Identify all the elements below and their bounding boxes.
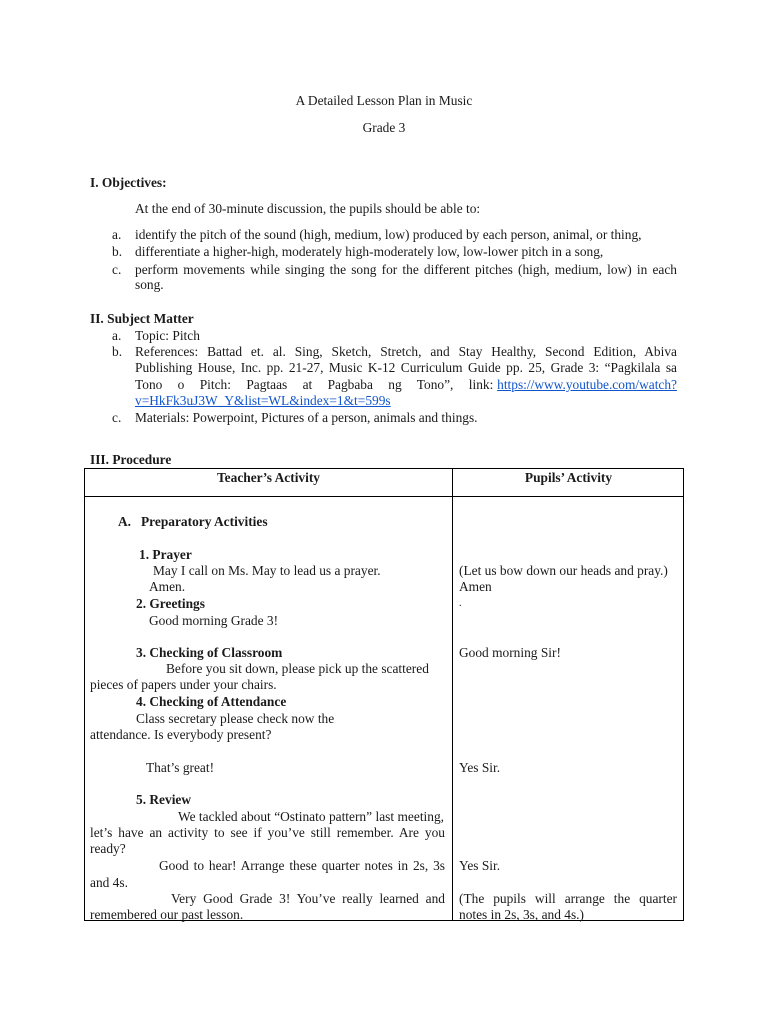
subject-marker-b: b. [112,344,123,359]
prayer-amen: Amen. [149,579,186,594]
good-to-hear-line1: Good to hear! Arrange these quarter notes in 2s, 3s [159,858,445,873]
attendance-title: 4. Checking of Attendance [136,694,287,709]
pupils-amen: Amen [459,579,492,594]
review-title: 5. Review [136,792,192,807]
thats-great-text: That’s great! [146,760,215,775]
teacher-column-header: Teacher’s Activity [216,470,320,485]
subject-references-line1: References: Battad et. al. Sing, Sketch, Stretch, and Stay Healthy, Second Edition, Abiva [135,344,677,359]
objective-marker-c: c. [112,262,122,277]
subject-topic: Topic: Pitch [135,328,200,343]
subject-matter-heading: II. Subject Matter [90,311,194,326]
objectives-heading: I. Objectives: [90,175,167,190]
checking-classroom-line2: pieces of papers under your chairs. [90,677,277,692]
subject-references-line3 [135,377,677,393]
pupils-ready-response: Yes Sir. [459,858,501,873]
header-divider [85,496,683,497]
prep-marker: A. [118,514,132,529]
prayer-title: 1. Prayer [139,547,192,562]
checking-classroom-line1: Before you sit down, please pick up the scattered [166,661,429,676]
attendance-line2: attendance. Is everybody present? [90,727,272,742]
column-divider [452,469,453,920]
objective-marker-a: a. [112,227,122,242]
pupils-arrange-line1: (The pupils will arrange the quarter [459,891,677,906]
pupils-dot: . [459,598,462,609]
grade-label: Grade 3 [362,120,406,135]
objective-item-b: differentiate a higher-high, moderately high-moderately low, low-lower pitch in a song, [135,244,604,259]
objective-marker-b: b. [112,244,123,259]
good-to-hear-line2: and 4s. [90,875,128,890]
subject-materials: Materials: Powerpoint, Pictures of a person, animals and things. [135,410,478,425]
objectives-intro: At the end of 30-minute discussion, the pupils should be able to: [135,201,481,216]
review-line2: let’s have an activity to see if you’ve still remember. Are you [90,825,445,840]
prep-activities-label: Preparatory Activities [141,514,268,529]
pupils-attendance-response: Yes Sir. [459,760,501,775]
objective-item-c-line1: perform movements while singing the song for the different pitches (high, medium, low) in each [135,262,677,277]
pupils-arrange-line2: notes in 2s, 3s, and 4s.) [459,907,584,922]
subject-references-line2: Publishing House, Inc. pp. 21-27, Music K-12 Curriculum Guide pp. 25, Grade 3: “Pagkilala sa [135,360,677,375]
pupils-prayer-response: (Let us bow down our heads and pray.) [459,563,668,578]
document-title: A Detailed Lesson Plan in Music [295,93,473,108]
pupils-column-header: Pupils’ Activity [524,470,613,485]
objective-item-c-line2: song. [135,277,164,292]
checking-classroom-title: 3. Checking of Classroom [136,645,283,660]
references-text: Tono o Pitch: Pagtaas at Pagbaba ng Tono”, link: [135,377,494,392]
prayer-text: May I call on Ms. May to lead us a prayer. [153,563,381,578]
procedure-table [84,468,684,921]
greetings-text: Good morning Grade 3! [149,613,279,628]
pupils-greeting-response: Good morning Sir! [459,645,561,660]
youtube-link-part1[interactable]: https://www.youtube.com/watch? [497,377,677,392]
youtube-link-part2[interactable]: v=HkFk3uJ3W_Y&list=WL&index=1&t=599s [135,393,391,408]
subject-marker-c: c. [112,410,122,425]
greetings-title: 2. Greetings [136,596,205,611]
procedure-heading: III. Procedure [90,452,172,467]
objective-item-a: identify the pitch of the sound (high, medium, low) produced by each person, animal, or thing, [135,227,642,242]
very-good-line1: Very Good Grade 3! You’ve really learned and [171,891,445,906]
attendance-line1: Class secretary please check now the [136,711,335,726]
review-line1: We tackled about “Ostinato pattern” last meeting, [178,809,444,824]
review-line3: ready? [90,841,126,856]
subject-link-line [135,393,391,409]
very-good-line2: remembered our past lesson. [90,907,244,922]
subject-marker-a: a. [112,328,122,343]
